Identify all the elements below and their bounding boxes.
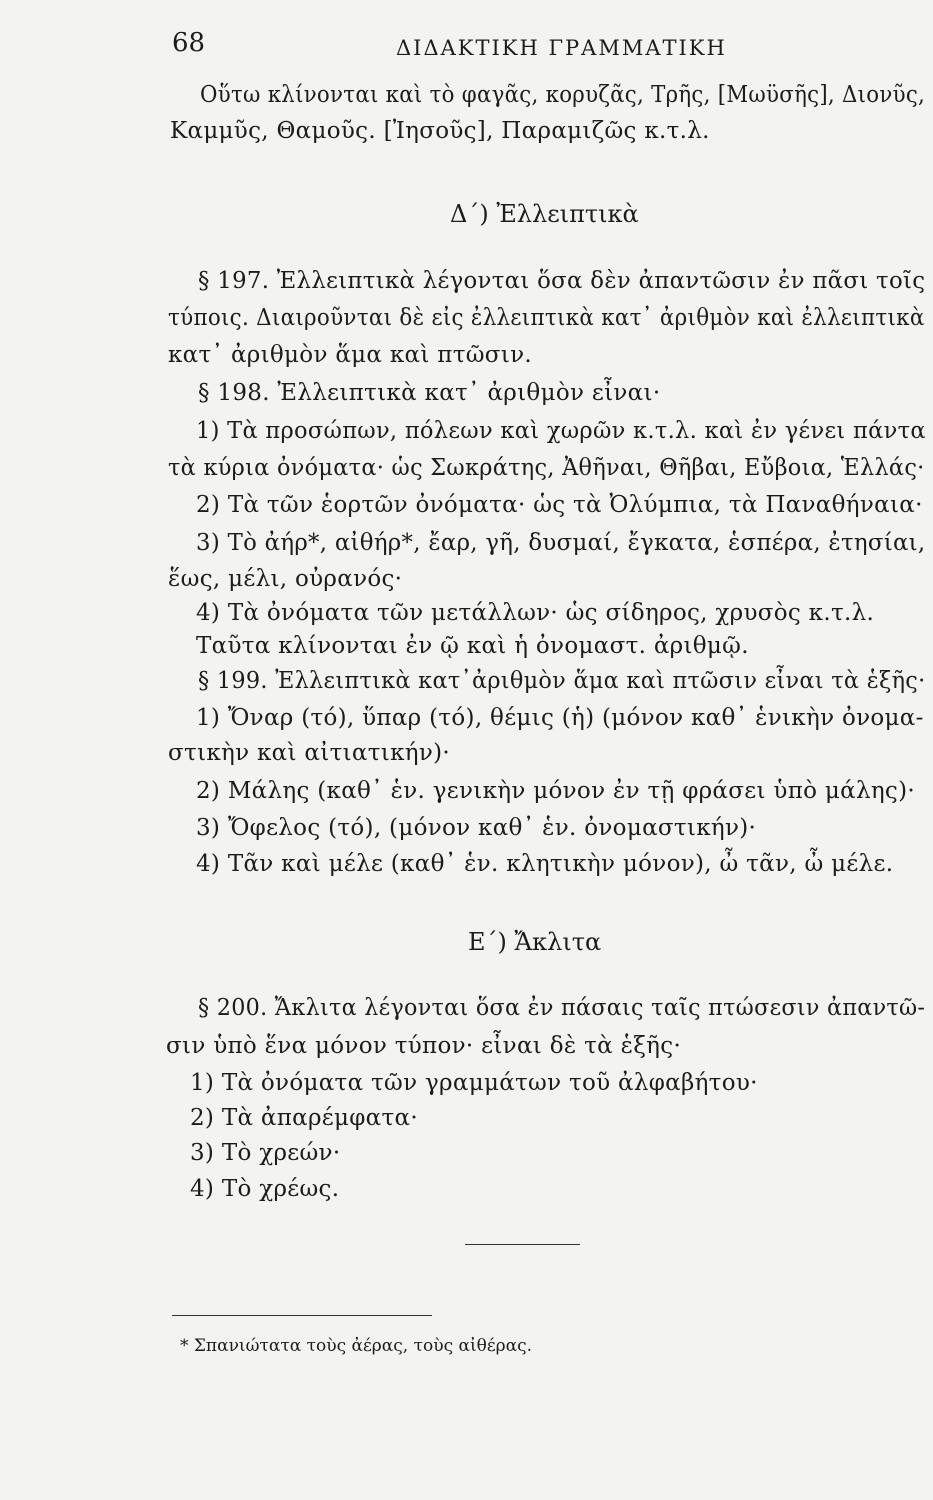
p198-item-2: 2) Τὰ τῶν ἑορτῶν ὀνόματα· ὡς τὰ Ὀλύμπια, τὰ Παναθήναια·: [196, 492, 923, 518]
p200-line-1: § 200. Ἄκλιτα λέγονται ὅσα ἐν πάσαις ταῖς πτώσεσιν ἀπαντῶ-: [198, 995, 926, 1021]
p197-line-1: § 197. Ἐλλειπτικὰ λέγονται ὅσα δὲν ἀπαντῶσιν ἐν πᾶσι τοῖς: [198, 268, 926, 294]
p197-line-2: τύποις. Διαιροῦνται δὲ εἰς ἐλλειπτικὰ κατ᾿ ἀριθμὸν καὶ ἐλλειπτικὰ: [168, 305, 925, 331]
p198-item-4: 4) Τὰ ὀνόματα τῶν μετάλλων· ὡς σίδηρος, χρυσὸς κ.τ.λ.: [196, 600, 875, 626]
p198-note: Ταῦτα κλίνονται ἐν ῷ καὶ ἡ ὀνομαστ. ἀριθμῷ.: [196, 633, 749, 659]
section-e-heading: Ε΄) Ἄκλιτα: [468, 928, 602, 956]
footnote: * Σπανιώτατα τοὺς ἀέρας, τοὺς αἰθέρας.: [180, 1336, 533, 1356]
p199-item-4: 4) Τᾶν καὶ μέλε (καθ᾿ ἑν. κλητικὴν μόνον), ὦ τᾶν, ὦ μέλε.: [196, 851, 894, 877]
p198-item-3-line-1: 3) Τὸ ἀήρ*, αἰθήρ*, ἔαρ, γῆ, δυσμαί, ἔγκατα, ἑσπέρα, ἐτησίαι,: [196, 530, 926, 556]
section-end-rule: [465, 1244, 580, 1245]
p197-line-3: κατ᾿ ἀριθμὸν ἅμα καὶ πτῶσιν.: [168, 342, 533, 368]
p198-item-1-line-2: τὰ κύρια ὀνόματα· ὡς Σωκράτης, Ἀθῆναι, Θῆβαι, Εὔβοια, Ἑλλάς·: [168, 455, 925, 481]
footnote-rule: [172, 1315, 432, 1316]
page-number: 68: [172, 28, 206, 58]
p200-item-2: 2) Τὰ ἀπαρέμφατα·: [190, 1105, 418, 1131]
p198-item-3-line-2: ἕως, μέλι, οὐρανός·: [168, 566, 403, 592]
p198-line-1: § 198. Ἐλλειπτικὰ κατ᾿ ἀριθμὸν εἶναι·: [198, 380, 661, 406]
p200-item-3: 3) Τὸ χρεών·: [190, 1140, 341, 1166]
intro-line-2: Καμμῦς, Θαμοῦς. [Ἰησοῦς], Παραμιζῶς κ.τ.λ.: [170, 118, 710, 144]
p199-item-3: 3) Ὄφελος (τό), (μόνον καθ᾿ ἑν. ὀνομαστικήν)·: [196, 815, 757, 841]
p199-item-1-line-1: 1) Ὄναρ (τό), ὕπαρ (τό), θέμις (ἡ) (μόνον καθ᾿ ἑνικὴν ὀνομα-: [196, 705, 924, 731]
section-d-heading: Δ΄) Ἐλλειπτικὰ: [450, 200, 639, 228]
p198-item-1-line-1: 1) Τὰ προσώπων, πόλεων καὶ χωρῶν κ.τ.λ. καὶ ἐν γένει πάντα: [196, 418, 926, 444]
p200-item-1: 1) Τὰ ὀνόματα τῶν γραμμάτων τοῦ ἀλφαβήτου·: [190, 1070, 758, 1096]
p199-item-2: 2) Μάλης (καθ᾿ ἑν. γενικὴν μόνον ἐν τῇ φράσει ὑπὸ μάλης)·: [196, 778, 915, 804]
p199-line-1: § 199. Ἐλλειπτικὰ κατ᾿ἀριθμὸν ἅμα καὶ πτῶσιν εἶναι τὰ ἑξῆς·: [198, 668, 926, 694]
p200-line-2: σιν ὑπὸ ἕνα μόνον τύπον· εἶναι δὲ τὰ ἑξῆς·: [166, 1033, 682, 1059]
p200-item-4: 4) Τὸ χρέως.: [190, 1176, 340, 1202]
p199-item-1-line-2: στικὴν καὶ αἰτιατικήν)·: [168, 740, 451, 766]
running-title: ΔΙΔΑΚΤΙΚΗ ΓΡΑΜΜΑΤΙΚΗ: [396, 36, 727, 60]
intro-line-1: Οὕτω κλίνονται καὶ τὸ φαγᾶς, κορυζᾶς, Τρῆς, [Μωϋσῆς], Διονῦς,: [200, 82, 926, 108]
